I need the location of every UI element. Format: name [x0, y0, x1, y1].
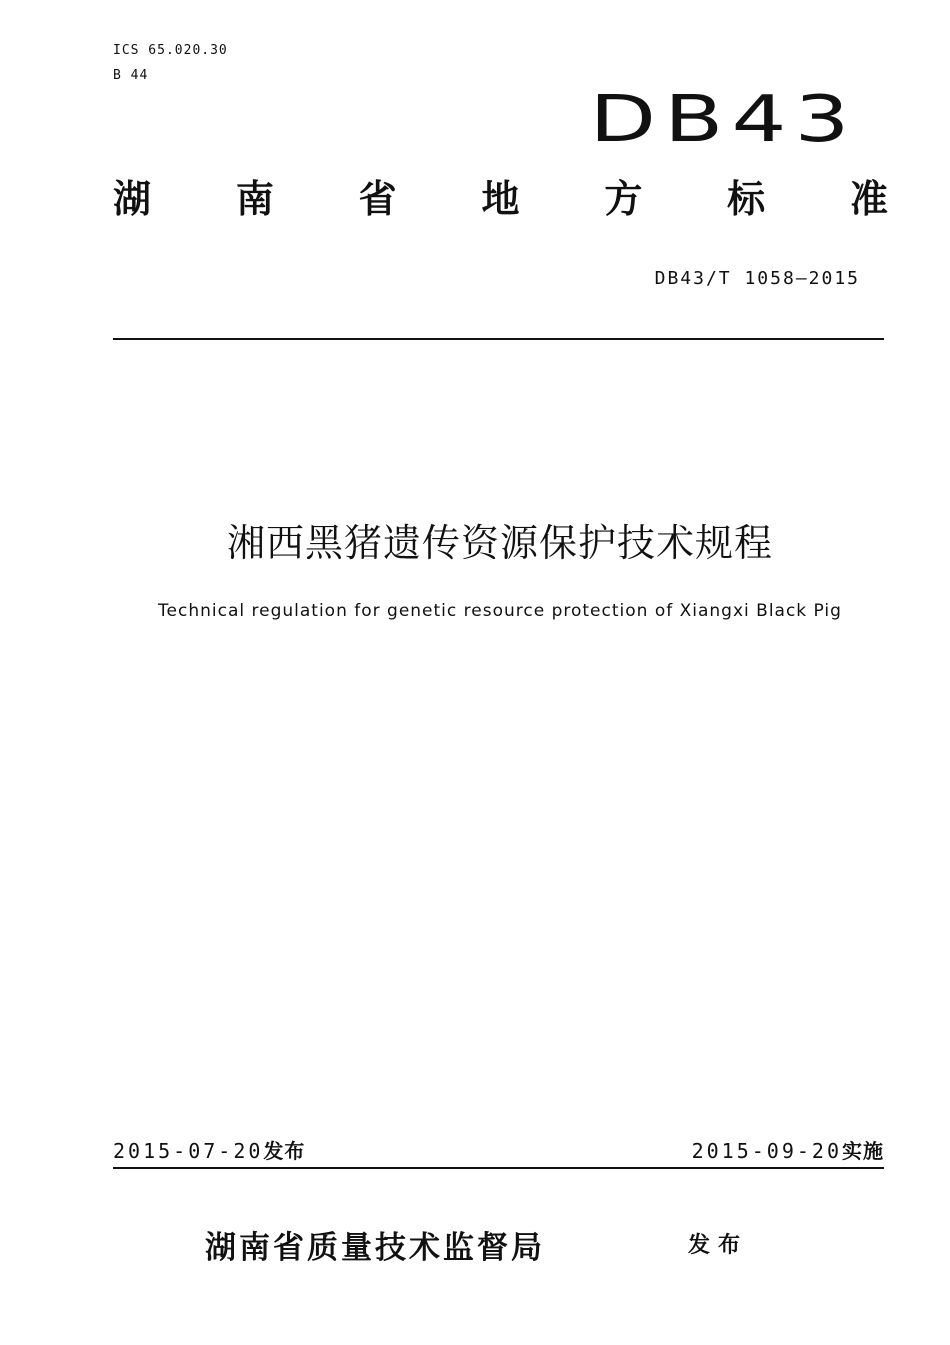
implement-date: 2015-09-20	[691, 1139, 842, 1163]
standard-type-char: 省	[358, 177, 397, 221]
standard-number: DB43/T 1058—2015	[654, 268, 860, 289]
document-title-cn: 湘西黑猪遗传资源保护技术规程	[226, 521, 773, 565]
publish-label: 发布	[263, 1139, 306, 1163]
issuing-authority: 湖南省质量技术监督局	[205, 1230, 545, 1266]
top-divider	[113, 338, 884, 340]
ics-code: ICS 65.020.30	[113, 43, 228, 58]
standard-type-char: 方	[604, 177, 643, 221]
bottom-divider	[113, 1167, 884, 1169]
standard-type-char: 准	[849, 177, 888, 221]
document-title-en: Technical regulation for genetic resource protection of Xiangxi Black Pig	[158, 601, 842, 621]
publish-date-line	[113, 1135, 305, 1164]
implement-date-line	[692, 1135, 884, 1164]
ccs-code: B 44	[113, 68, 149, 83]
publish-date: 2015-07-20	[113, 1139, 264, 1163]
standard-type-char: 湖	[113, 177, 152, 221]
standard-type-char: 南	[235, 177, 274, 221]
db-code: DB43	[589, 83, 858, 157]
standard-type	[113, 177, 888, 221]
issuing-action: 发布	[688, 1233, 749, 1258]
standard-type-char: 标	[727, 177, 766, 221]
standard-type-char: 地	[481, 177, 520, 221]
implement-label: 实施	[842, 1139, 884, 1163]
